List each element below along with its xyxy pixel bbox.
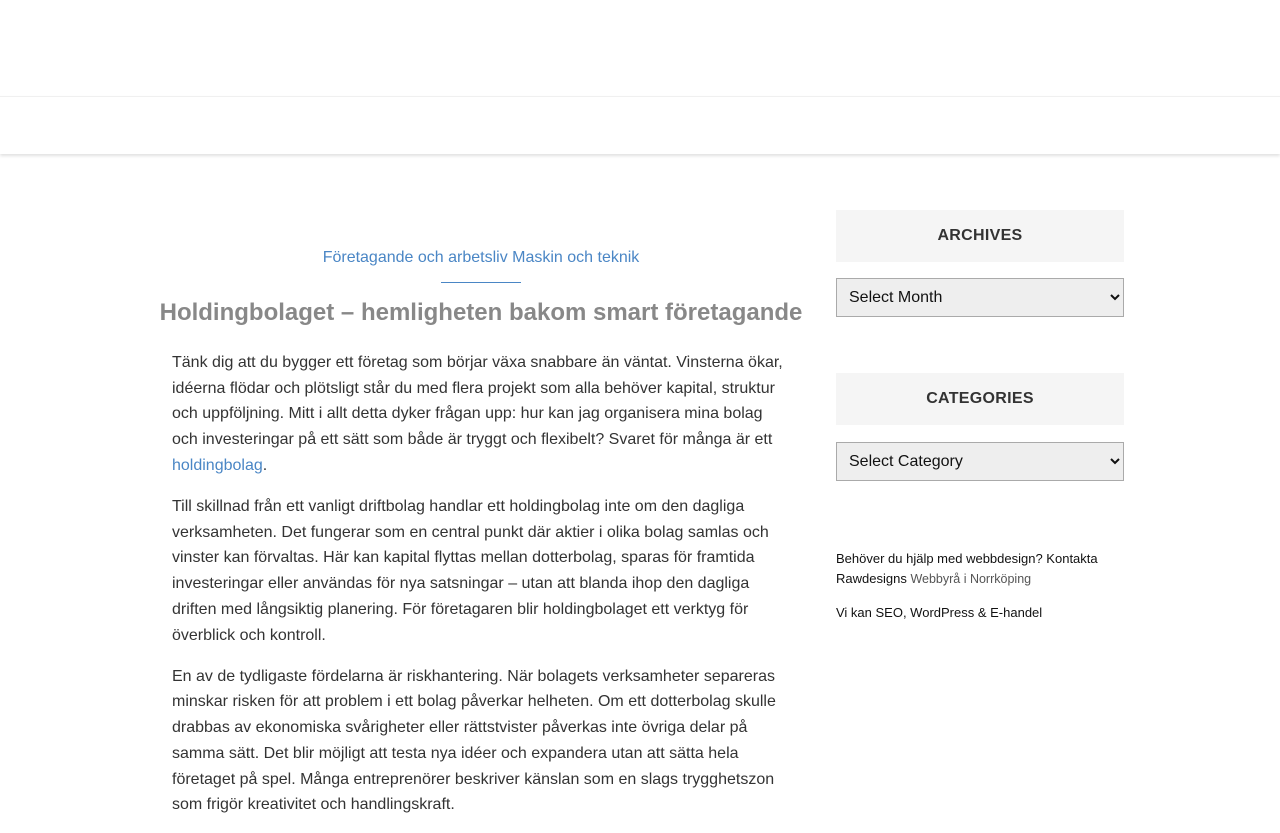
site-header [0,0,1280,96]
paragraph-1-end: . [262,456,268,474]
promo-text [836,549,1124,589]
category-link-maskin[interactable]: Maskin och teknik [512,249,640,266]
webbyra-link[interactable]: Webbyrå i Norrköping [910,572,1032,586]
category-link-foretagande[interactable]: Företagande och arbetsliv [322,249,508,266]
paragraph-1 [172,350,786,479]
paragraph-2: Till skillnad från ett vanligt driftbolag handlar ett holdingbolag inte om den dagliga verksamheten. Det fungerar som en central punkt där aktier i olika bolag samlas och vinster kan förvaltas. Här kan kapital flyttas mellan dotterbolag, sparas för framtida investeringar eller användas för nya satsningar – utan att blanda ihop den dagliga driften med långsiktig planering. För företagaren blir holdingbolaget ett verktyg för överblick och kontroll. [172,498,769,644]
services-text: Vi kan SEO, WordPress & E-handel [836,605,1043,620]
paragraph-3: En av de tydligaste fördelarna är riskhantering. När bolagets verksamheter separeras minskar risken för att problem i ett bolag påverkar helheten. Om ett dotterbolag skulle drabbas av ekonomiska svårigheter eller rättstvister påverkas inte övriga delar på samma sätt. Det blir möjligt att testa nya idéer och expandera utan att sätta hela företaget på spel. Många entreprenörer beskriver känslan som en slags trygghetszon som frigör kreativitet och handlingskraft. [172,667,776,814]
main-navigation [0,96,1280,154]
post-title: Holdingbolaget – hemligheten bakom smart företagande [159,299,803,326]
post-body [172,350,786,833]
promo-message: Behöver du hjälp med webbdesign? Kontakta Rawdesigns [836,551,1098,586]
categories-select[interactable] [836,442,1124,481]
paragraph-1-text: Tänk dig att du bygger ett företag som börjar växa snabbare än väntat. Vinsterna ökar, idéerna flödar och plötsligt står du med flera projekt som alla behöver kapital, struktur och uppföljning. Mitt i allt detta dyker frågan upp: hur kan jag organisera mina bolag och investeringar på ett sätt som både är tryggt och flexibelt? Svaret för många är ett [172,354,783,449]
holdingbolag-link[interactable]: holdingbolag [172,456,263,474]
category-divider [441,282,521,283]
archives-title: ARCHIVES [836,210,1124,262]
post-categories [156,248,806,268]
categories-title: CATEGORIES [836,373,1124,425]
archives-select[interactable] [836,278,1124,317]
